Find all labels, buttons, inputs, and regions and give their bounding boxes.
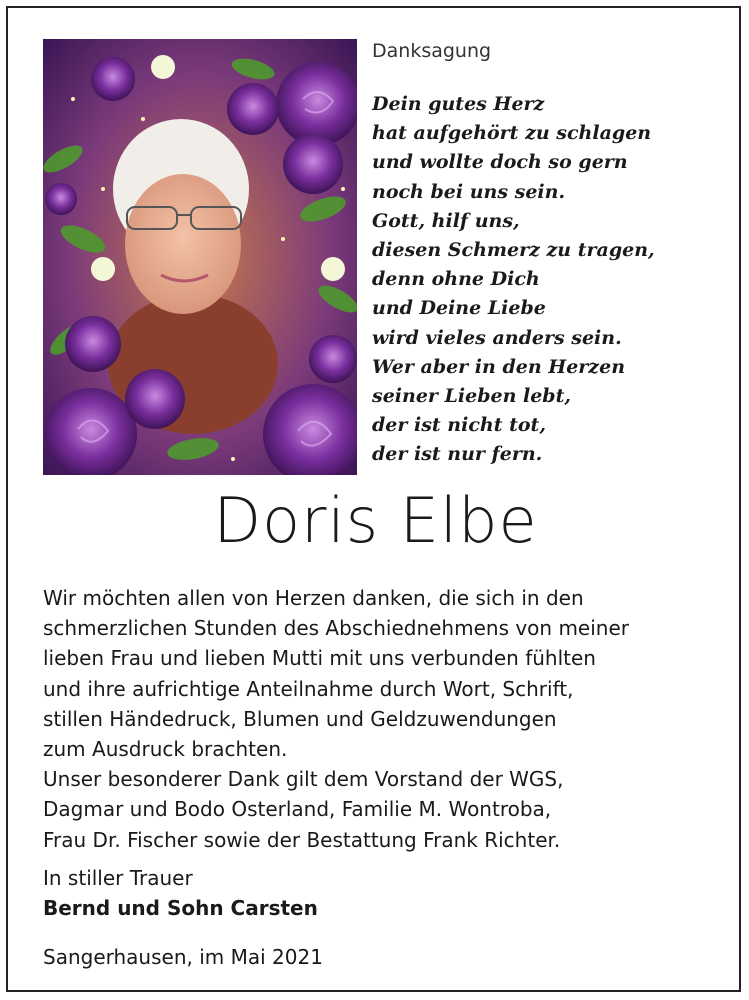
poem-line: diesen Schmerz zu tragen,	[372, 239, 655, 262]
heading-danksagung: Danksagung	[372, 40, 492, 62]
message-line: stillen Händedruck, Blumen und Geldzuwendungen	[43, 706, 557, 731]
message-line: Wir möchten allen von Herzen danken, die sich in den	[43, 586, 584, 610]
message-line: Unser besonderer Dank gilt dem Vorstand der WGS,	[43, 767, 564, 792]
signers: Bernd und Sohn Carsten	[43, 896, 318, 920]
poem-line: und wollte doch so gern	[372, 151, 628, 174]
poem-line: hat aufgehört zu schlagen	[372, 122, 652, 145]
poem-line: Wer aber in den Herzen	[372, 355, 626, 378]
message-line: zum Ausdruck brachten.	[43, 737, 288, 762]
mourning-line: In stiller Trauer	[43, 866, 193, 890]
poem-line: und Deine Liebe	[372, 297, 546, 320]
poem	[372, 90, 732, 470]
poem-line: Gott, hilf uns,	[372, 209, 520, 232]
poem-line: seiner Lieben lebt,	[372, 385, 571, 408]
poem-line: der ist nicht tot,	[372, 414, 546, 437]
message-line: Dagmar und Bodo Osterland, Familie M. Wontroba,	[43, 797, 552, 822]
thanks-message	[43, 583, 733, 855]
message-line: Frau Dr. Fischer sowie der Bestattung Frank Richter.	[43, 827, 561, 852]
message-line: lieben Frau und lieben Mutti mit uns verbunden fühlten	[43, 646, 596, 671]
poem-line: wird vieles anders sein.	[372, 326, 622, 349]
poem-line: denn ohne Dich	[372, 268, 540, 291]
place-date: Sangerhausen, im Mai 2021	[43, 945, 323, 969]
poem-line: noch bei uns sein.	[372, 180, 566, 203]
poem-line: Dein gutes Herz	[372, 93, 545, 115]
deceased-name: Doris Elbe	[213, 484, 538, 557]
message-line: schmerzlichen Stunden des Abschiednehmens von meiner	[43, 616, 629, 641]
poem-line: der ist nur fern.	[372, 443, 543, 466]
portrait-photo	[43, 39, 357, 475]
obituary-card	[6, 6, 741, 992]
message-line: und ihre aufrichtige Anteilnahme durch Wort, Schrift,	[43, 676, 574, 701]
